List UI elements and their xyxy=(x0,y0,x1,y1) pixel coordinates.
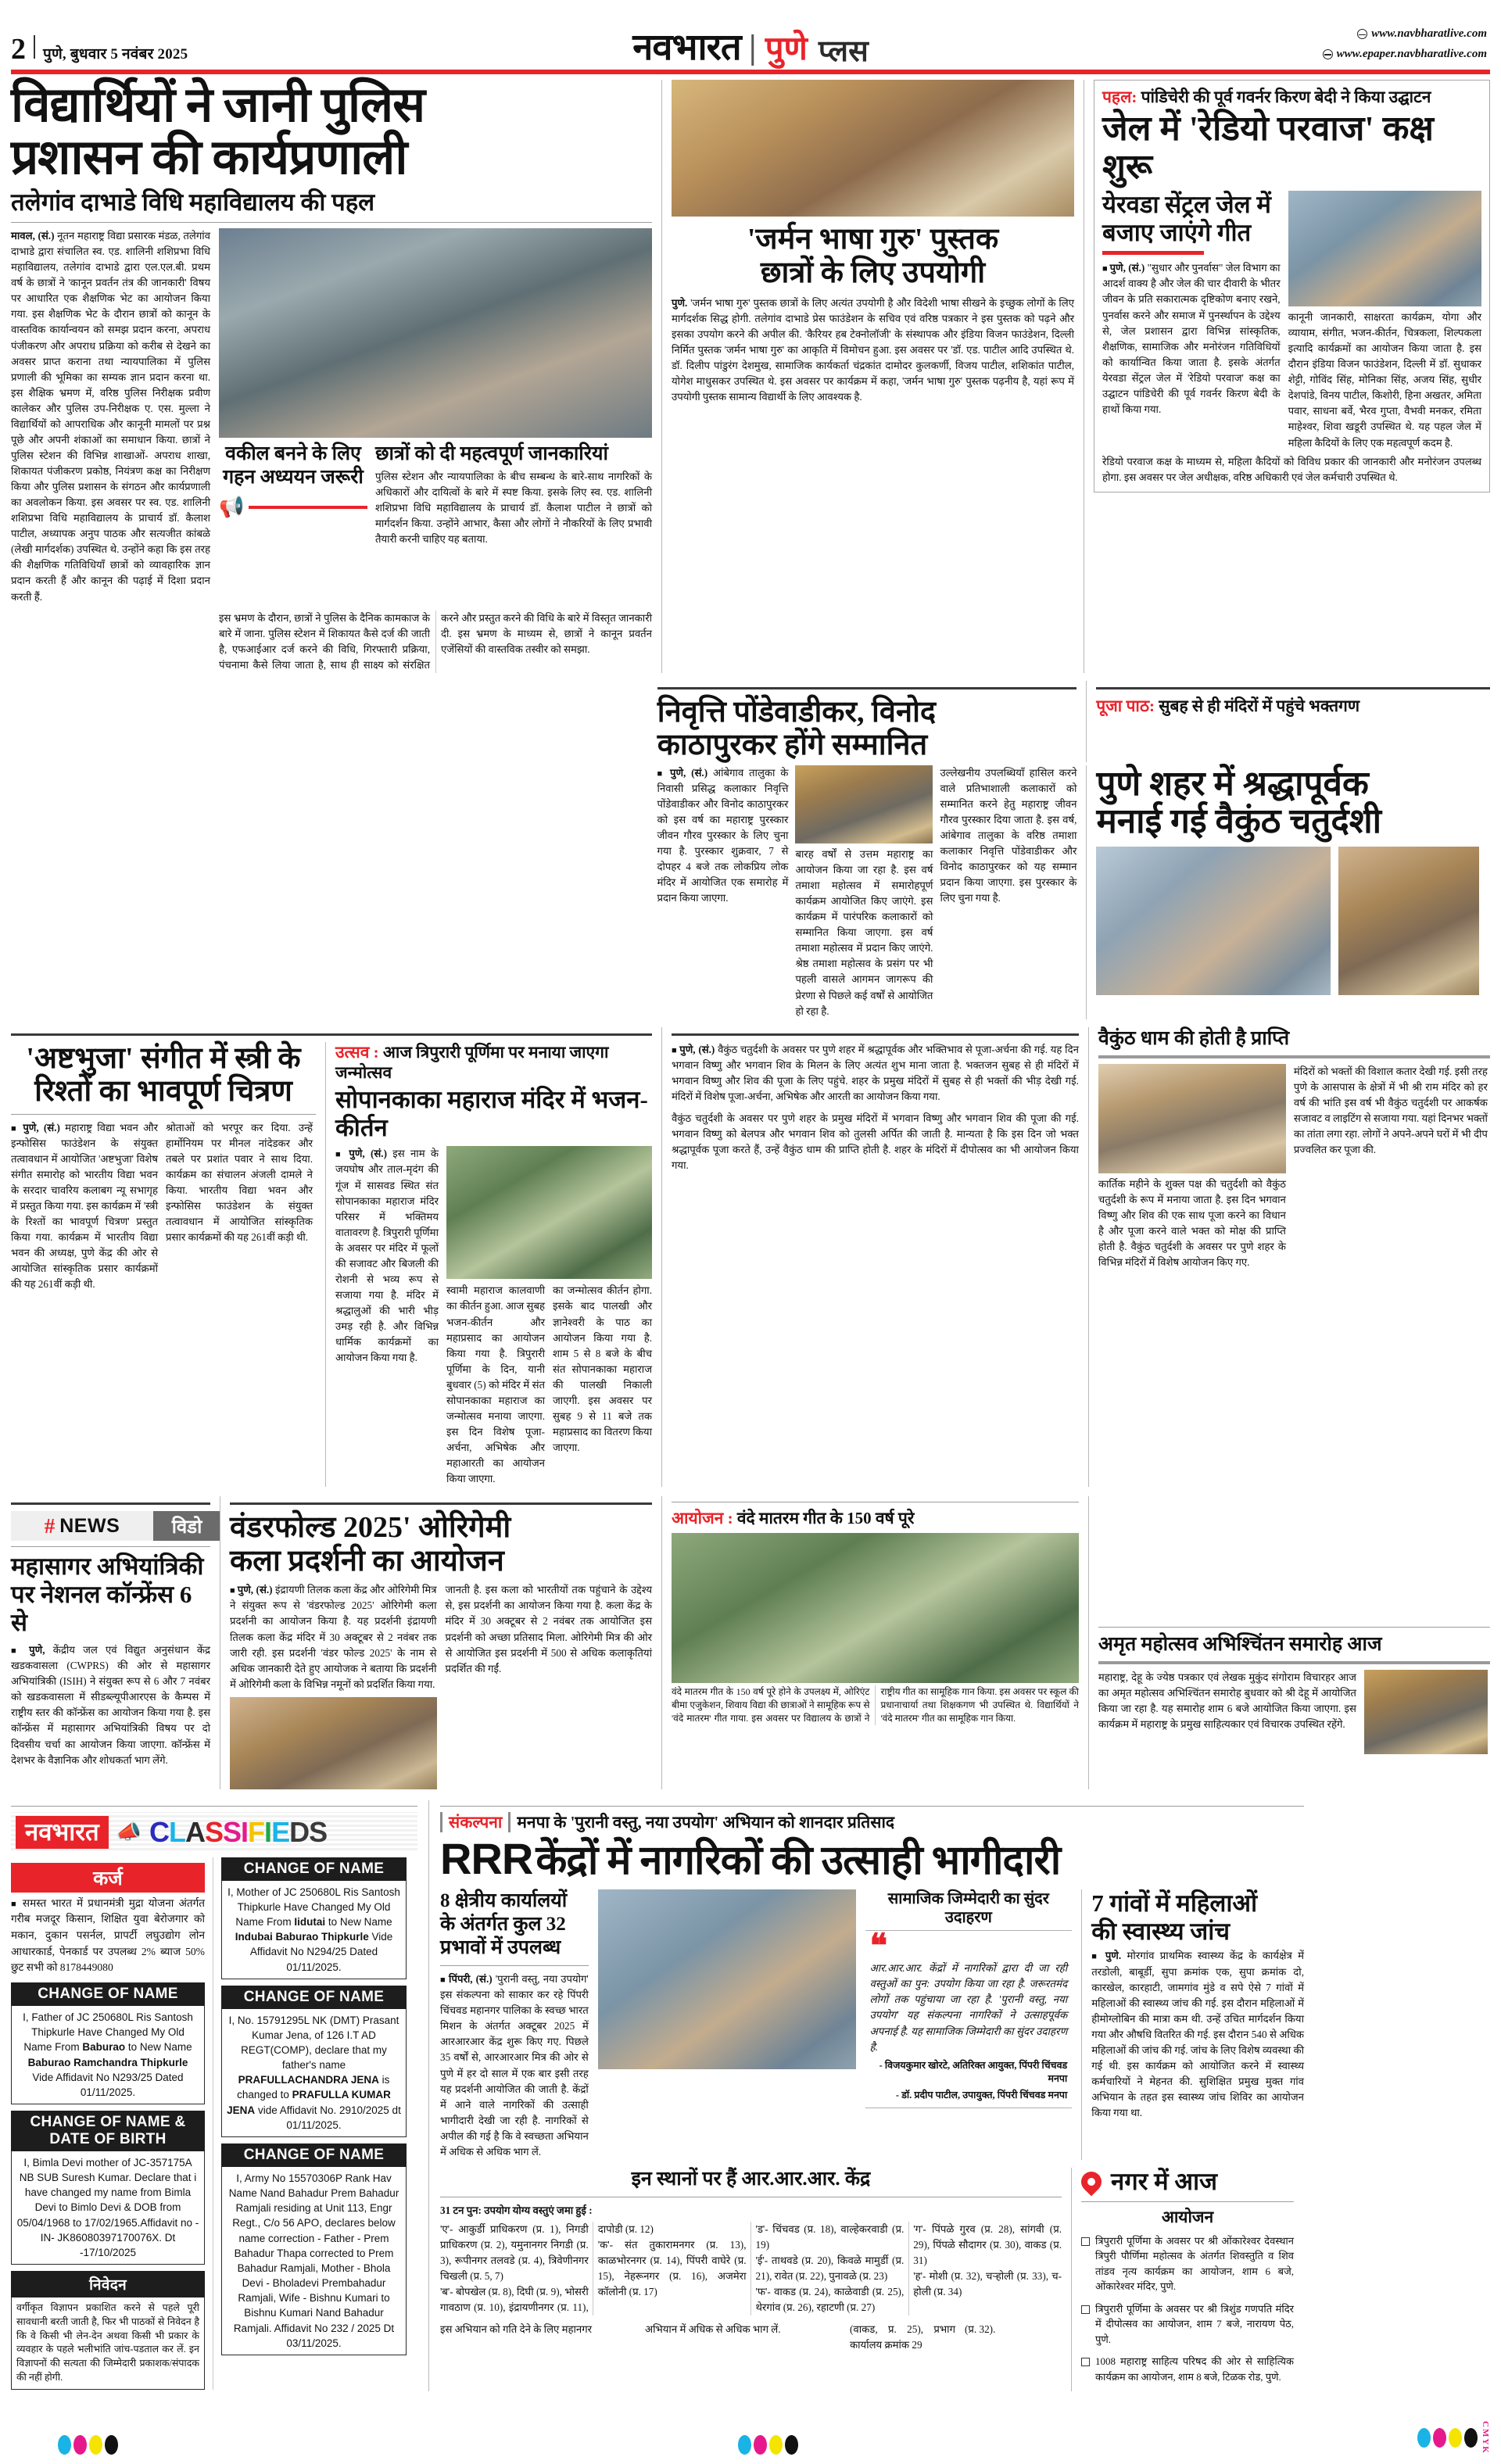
classified-notice xyxy=(11,2271,205,2390)
website-url: www.navbharatlive.com xyxy=(1371,27,1487,40)
nagar-aaj-section xyxy=(1071,2168,1294,2391)
third-band xyxy=(11,1027,1490,1488)
divider xyxy=(657,687,1077,689)
divider xyxy=(1098,1627,1490,1628)
second-band xyxy=(11,681,1490,762)
classified-column-2 xyxy=(213,1857,407,2390)
jail-radio-subhead-2: बजाए जाएंगे गीत xyxy=(1102,218,1252,246)
rrr-quote-attr-1: - विजयकुमार खोरटे, अतिरिक्त आयुक्त, पिंपरी चिंचवड मनपा xyxy=(879,2059,1068,2084)
kicker-tag: आयोजन : xyxy=(672,1509,733,1528)
sopankaka-dateline: पुणे, (सं.) xyxy=(349,1148,387,1160)
ashtabhuja-body-col1 xyxy=(11,1120,158,1293)
rrr-loc-3: 'क'- संत तुकारामनगर (प्र. 13), काळभोरनगर (प्र. 14), पिंपरी वाघेरे (प्र. 15), नेहरूनगर (प्र. 16), अजमेरा कॉलोनी (प्र. 17) xyxy=(597,2239,747,2298)
honour-story-head xyxy=(657,681,1077,762)
rrr-body-col1-text: 'पुरानी वस्तु, नया उपयोग' इस संकल्पना को साकार कर रहे पिंपरी चिंचवड महानगर पालिका के स्वच्छ भारत मिशन के अंतर्गत अक्टूबर 2025 में आरआरआर केंद्र शुरू किए गए. पिछले 35 वर्षों से, आरआरआर मित्र की ओर से पुणे में हर दो साल में एक बार इसी तरह यह प्रदर्शनी आयोजित की जाती है. केंद्रों में आने वाले नागरिकों की उत्साही भागीदारी देखी जा रही है. नागरिकों से अपील की गई है कि वे स्वच्छता अभियान में अधिक से अधिक भाग लें. xyxy=(440,1973,589,2158)
ashtabhuja-headline-line1: 'अष्टभुजा' संगीत में स्त्री के xyxy=(26,1041,301,1075)
kicker-rest: सुबह से ही मंदिरों में पहुंचे भक्तगण xyxy=(1155,696,1360,715)
news-video-badge[interactable] xyxy=(11,1511,220,1541)
rrr-dateline: पिंपरी, (सं.) xyxy=(449,1973,493,1986)
ocean-body xyxy=(11,1642,210,1768)
page-number-block xyxy=(11,34,188,64)
vande-photo xyxy=(672,1533,1079,1683)
rrr-box-line1: 8 क्षेत्रीय कार्यालयों xyxy=(440,1890,568,1912)
lead-photo-caption-right: छात्रों को दी महत्वपूर्ण जानकारियां xyxy=(375,443,608,465)
rrr-statline: 31 टन पुन: उपयोग योग्य वस्तुएं जमा हुई : xyxy=(440,2204,593,2216)
rrr-footnote-4: (प्र. 32). xyxy=(965,2323,996,2336)
wonderfold-body-col2: जानती है. इस कला को भारतीयों तक पहुंचाने के उद्देश्य से, इस प्रदर्शनी का आयोजन किया गया है. कला केंद्र के मंदिर में 30 अक्टूबर से 2 नवंबर तक आयोजित इस प्रदर्शनी को अच्छा प्रतिसाद मिला. ओरिगेमी मित्र की ओर से आयोजित इस प्रदर्शनी में 500 से अधिक कलाकृतियां प्रदर्शित की गईं. xyxy=(445,1584,652,1674)
rrr-headline-rrr: RRR xyxy=(440,1834,533,1883)
german-book-photo xyxy=(672,80,1074,217)
ashtabhuja-story xyxy=(11,1027,652,1488)
honour-story-body xyxy=(657,765,1076,1019)
divider xyxy=(11,1546,210,1547)
sopankaka-body-col1 xyxy=(335,1146,439,1366)
masthead-divider xyxy=(34,35,35,59)
ashtabhuja-body-col2: श्रोताओं को भरपूर कर दिया. उन्हें हार्मोनियम पर मीनल नांदेडकर और तबले पर प्रशांत पवार ने साथ दिया. कार्यक्रम का संचालन अंजली दामले ने किया. भारतीय विद्या भवन और इन्फोसिस फाउंडेशन के संयुक्त तत्वावधान में आयोजित सांस्कृतिक प्रसार कार्यक्रमों की यह 261वीं कड़ी थी. xyxy=(166,1121,313,1244)
classified-column-1 xyxy=(11,1857,205,2390)
vaikunth-body-col1 xyxy=(672,1042,1079,1105)
rrr-footnote-3: (वाकड, प्र. 25), प्रभाग कार्यालय क्रमांक 29 xyxy=(850,2323,955,2351)
masthead-red-rule xyxy=(11,70,1490,74)
vaikunth-photo-main xyxy=(1096,847,1331,995)
bottom-section xyxy=(11,1800,1490,2391)
rrr-locations xyxy=(440,2168,1062,2391)
black-dot xyxy=(1464,2428,1478,2448)
fourth-band xyxy=(11,1496,1490,1789)
german-book-headline-line2: छात्रों के लिए उपयोगी xyxy=(760,256,986,289)
wonderfold-headline-line1: वंडरफोल्ड 2025' ओरिगेमी xyxy=(230,1511,511,1545)
health-body xyxy=(1091,1948,1304,2121)
top-section xyxy=(11,80,1490,673)
second-band-colA xyxy=(11,765,647,1019)
classified-notice-heading: निवेदन xyxy=(11,2271,205,2297)
divider xyxy=(230,1502,652,1505)
lead-side-body: पुलिस स्टेशन और न्यायपालिका के बीच सम्बन्ध के बारे-साथ नागरिकों के अधिकारों और दायित्वों के बारे में स्पष्ट किया. इसके लिए स्व. एड. शालिनी शशिप्रभा विधि महाविद्यालय के प्राचार्य डॉ. कैलाश पाटील ने छात्रों को मार्गदर्शन किया. उन्होंने आभार, कैसा और लोगों ने नौकरियों के लिए प्रभावी तैयारी करनी चाहिए यह बताया. xyxy=(375,471,652,546)
cyan-dot xyxy=(1417,2428,1431,2448)
health-story xyxy=(1081,1889,1304,2160)
vaikunth-body-col4: मंदिरों को भक्तों की विशाल कतार देखी गई. इसी तरह पुणे के आसपास के क्षेत्रों में भी श्री राम मंदिर को हर वर्ष की भांति इस वर्ष भी वैकुंठ चतुर्दशी पर आकर्षक सजावट व लाइटिंग से सजाया गया. यहां दिनभर भक्तों का तांता लगा रहा. लोगों ने अपने-अपने घरों में भी दीप प्रज्वलित कर पूजा की. xyxy=(1293,1065,1488,1155)
classified-loan-text: ■ समस्त भारत में प्रधानमंत्री मुद्रा योजना अंतर्गत गरीब मजदूर किसान, शिक्षित युवा बेरोजगार को मकान, दुकान पसर्नल, प्रापर्टी लघुउद्योग लोन आधारकार्ड, पेनकार्ड पर उपलब्ध 2% ब्याज 50% छुट सभी को 8178449080 xyxy=(11,1896,205,1976)
jail-radio-body-col2: कानूनी जानकारी, साक्षरता कार्यक्रम, योगा और व्यायाम, संगीत, भजन-कीर्तन, चित्रकला, शिल्पकला इत्यादि कार्यक्रमों का आयोजन किया जाता है. इस दौरान इंडिया विजन फाउंडेशन, दिल्ली में डॉ. सुधाकर शेट्टी, गोविंद सिंह, मोनिका सिंह, अजय सिंह, सुधीर देशपांडे, विनय पाटील, किशोरी, हिना अखतर, अमिता पवार, साधना बर्वे, भैरव गुप्ता, वैभवी मनकर, रमिता माहेश्वर, शिवा खडूरी उपस्थित थे. यह पहल जेल में महिला कैदियों के लिए एक महत्वपूर्ण कदम है. xyxy=(1288,311,1481,449)
kicker-tag: उत्सव : xyxy=(335,1042,379,1062)
kicker-tag: पहल: xyxy=(1102,88,1137,106)
rrr-footnote-2: अभियान में अधिक से अधिक भाग लें. xyxy=(645,2323,781,2336)
masthead-brand xyxy=(632,27,869,69)
cmyk-dots-left xyxy=(58,2435,118,2455)
ocean-dateline: पुणे, xyxy=(29,1644,45,1656)
cmyk-dots-center xyxy=(738,2435,798,2455)
classified-ad-heading: CHANGE OF NAME & DATE OF BIRTH xyxy=(11,2111,205,2151)
rrr-footnote-1: इस अभियान को गति देने के लिए महानगर xyxy=(440,2323,593,2336)
sopankaka-body-col1-text: इस नाम के जयघोष और ताल-मृदंग की गूंज में सासवड स्थित संत सोपानकाका महाराज मंदिर परिसर में भक्तिमय वातावरण है. त्रिपुरारी पूर्णिमा के अवसर पर मंदिर में फूलों की सजावट और बिजली की रोशनी से भव्य रूप से सजाया गया है. मंदिर में श्रद्धालुओं की भारी भीड़ उमड़ रही है. और विभिन्न धार्मिक कार्यक्रमों का आयोजन किया गया है. xyxy=(335,1148,439,1364)
lead-dateline: मावल, (सं.) xyxy=(11,230,55,242)
sopankaka-body-col3: का जन्मोत्सव कीर्तन होगा. इसके बाद पालखी और ज्ञानेश्वरी के पाठ का आयोजन किया गया है. शाम 5 से 8 बजे के बीच संत सोपानकाका महाराज की पालखी निकाली जाएगी. इस अवसर पर सुबह 9 से 11 बजे तक महाप्रसाद का वितरण किया जाएगा. xyxy=(553,1284,652,1454)
list-item: त्रिपुरारी पूर्णिमा के अवसर पर श्री ओंकारेश्वर देवस्थान त्रिपुरी पौर्णिमा महोत्सव के अंतर्गत शिवस्तुति व शिव तांडव नृत्य कार्यक्रम का आयोजन, शाम 6 बजे, ओंकारेश्वर मंदिर, पुणे. xyxy=(1081,2233,1294,2294)
cyan-dot xyxy=(58,2435,71,2455)
jail-radio-body-col1-text: "सुधार और पुनर्वास" जेल विभाग का आदर्श वाक्य है और जेल की चार दीवारी के भीतर जीवन के प्रति सकारात्मक दृष्टिकोण बनाए रखने, पुनर्वास करने और समाज में पुनर्स्थापन के उद्देश्य से, जेल प्रशासन द्वारा विभिन्न सांस्कृतिक, शैक्षणिक, सामाजिक और मनोरंजन गतिविधियों को कार्यान्वित किया जाता है. इसके अंतर्गत येरवडा सेंट्रल जेल में 'रेडियो परवाज' कक्ष का उद्घाटन पांडिचेरी की पूर्व गवर्नर किरण बेदी के हाथों किया गया. xyxy=(1102,262,1281,415)
health-headline-line1: 7 गांवों में महिलाओं xyxy=(1091,1889,1258,1918)
divider xyxy=(440,1965,589,1966)
globe-icon xyxy=(1323,49,1333,59)
rrr-locations-head: इन स्थानों पर हैं आर.आर.आर. केंद्र xyxy=(631,2168,871,2190)
vaikunth-head xyxy=(1086,681,1490,762)
rrr-box-line3: प्रभावों में उपलब्ध xyxy=(440,1937,561,1959)
kicker-rest: आज त्रिपुरारी पूर्णिमा पर मनाया जाएगा जन्मोत्सव xyxy=(335,1042,609,1082)
jail-radio-dateline: पुणे, (सं.) xyxy=(1109,262,1145,274)
amrut-headline: अमृत महोत्सव अभिश्चिंतन समारोह आज xyxy=(1098,1634,1382,1656)
vaikunth-story xyxy=(1086,765,1490,1019)
black-dot xyxy=(105,2435,118,2455)
rrr-kicker xyxy=(440,1812,1304,1832)
news-label: NEWS xyxy=(59,1514,120,1537)
ocean-body-text: केंद्रीय जल एवं विद्युत अनुसंधान केंद्र खडकवासला (CWPRS) की ओर से महासागर अभियांत्रिकी (ISIH) ने संयुक्त रूप से 6 और 7 नवंबर को खडकवासला में सीडब्ल्यूपीआरएस के कैम्पस में राष्ट्रीय स्तर की कॉन्फ्रेंस का आयोजन किया गया है. इस कॉन्फ्रेंस में महासागर अभियांत्रिकी विषय पर दो दिवसीय चर्चा का आयोजन किया जाएगा. कॉन्फ्रेंस में देशभर के वैज्ञानिक और शोधकर्ता भाग लेंगे. xyxy=(11,1644,210,1766)
classified-notice-body: वर्गीकृत विज्ञापन प्रकाशित करने से पहले पूरी सावधानी बरती जाती है, फिर भी पाठकों से निवेदन है कि वे किसी भी लेन-देन अथवा किसी भी प्रकार के व्यवहार के पहले भलीभांति जांच-पडताल कर लें. इन विज्ञापनों की सत्यता की जिम्मेदारी प्रकाशक/संपादक की नहीं होगी. xyxy=(11,2297,205,2390)
grey-accent-bar xyxy=(1098,1661,1490,1664)
health-body-text: मोरगांव प्राथमिक स्वास्थ्य केंद्र के कार्यक्षेत्र में तरडोली, बाबूर्डी, सुपा क्रमांक एक, सुपा क्रमांक दो, कारखेल, कारहाटी, जामगांव मुंडे व सपे ऐसे 7 गांवों में महिलाओं की स्वास्थ्य जांच की गई. इस दौरान महिलाओं में हीमोग्लोबिन की मात्रा कम थी. उन्हें उचित मार्गदर्शन किया गया और औषधि वितरित की गई. इस दौरान 540 से अधिक महिलाओं की जांच की गई. जांच के लिए विशेष व्यवस्था की गई थी. इस कार्यक्रम को आयोजित करने में स्वास्थ्य कर्मचारियों ने मेहनत की. सुशिक्षित प्रमुख मुक्त गांव अभियान के तहत इस स्वास्थ्य जांच शिविर का आयोजन किया गया था. xyxy=(1091,1950,1304,2119)
list-item: त्रिपुरारी पूर्णिमा के अवसर पर श्री त्रिशुंड गणपति मंदिर में दीपोत्सव का आयोजन, शाम 7 बजे, नारायण पेठ, पुणे. xyxy=(1081,2301,1294,2348)
cmyk-dots-right xyxy=(1417,2421,1490,2455)
rrr-quote-head: सामाजिक जिम्मेदारी का सुंदर उदाहरण xyxy=(887,1890,1049,1927)
vande-caption: वंदे मातरम गीत के 150 वर्ष पूरे होने के उपलक्ष्य में, ओरिएंट बीमा एजुकेशन, शिवाय विद्या की छात्राओं ने सामूहिक रूप से 'वंदे मातरम' गीत गाया. इस अवसर पर विद्यालय के छात्रों ने राष्ट्रीय गीत का सामूहिक गान किया. इस अवसर पर स्कूल की प्रधानाचार्या तथा शिक्षकगण भी उपस्थित थे. विद्यार्थियों ने 'वंदे मातरम' गीत का सामूहिक गान किया. xyxy=(672,1686,1079,1724)
honour-headline-line2: काठापुरकर होंगे सम्मानित xyxy=(657,729,928,762)
rrr-photo xyxy=(598,1889,856,2069)
nagar-aaj-header xyxy=(1081,2168,1294,2196)
vaikunth-photo-side xyxy=(1338,847,1479,995)
wonderfold-dateline: पुणे, (सं.) xyxy=(237,1584,273,1596)
black-dot xyxy=(785,2435,798,2455)
wonderfold-headline-line2: कला प्रदर्शनी का आयोजन xyxy=(230,1544,504,1578)
ocean-conf-story xyxy=(11,1496,210,1789)
divider xyxy=(440,1806,1304,1807)
second-band-body xyxy=(11,765,1490,1019)
classifieds-brand: नवभारत xyxy=(16,1816,109,1849)
honour-body-col1 xyxy=(657,765,788,907)
wonderfold-body-col1-text: इंद्रायणी तिलक कला केंद्र और ओरिगेमी मित्र ने संयुक्त रूप से 'वंडरफोल्ड 2025' ओरिगेमी कला प्रदर्शनी का आयोजन किया है. यह प्रदर्शनी इंद्रायणी तिलक कला केंद्र मंदिर में 30 अक्टूबर से 2 नवंबर तक जारी रही. इस प्रदर्शनी 'वंडर फोल्ड 2025' के नाम से अधिक जानकारी देते हुए आयोजक ने बताया कि प्रदर्शनी में ओरिगेमी कला के विभिन्न नमूनों को प्रदर्शित किया गया. xyxy=(230,1584,437,1690)
ashtabhuja-dateline: पुणे, (सं.) xyxy=(23,1121,60,1134)
health-headline-line2: की स्वास्थ्य जांच xyxy=(1091,1917,1231,1945)
vaikunth-body-col2: वैकुंठ चतुर्दशी के अवसर पर पुणे शहर के प्रमुख मंदिरों में भगवान विष्णु और भगवान शिव की पूजा की गई. भगवान विष्णु को बेलपत्र और भगवान शिव को तुलसी अर्पित की जाती है. मान्यता है कि इस दिन जो भक्त श्रद्धापूर्वक पूजा करते हैं, उन्हें वैकुंठ धाम की प्राप्ति होती है. शहर के मंदिरों में दीपोत्सव का भी आयोजन किया गया. xyxy=(672,1112,1079,1172)
classified-ad-body: I, Father of JC 250680L Ris Santosh Thipkurle Have Changed My Old Name From Baburao to New Name Baburao Ramchandra Thipkurle Vide Affidavit No N293/25 Dated 01/11/2025. xyxy=(11,2006,205,2104)
megaphone-icon: 📢 xyxy=(219,496,245,519)
page-number: 2 xyxy=(11,33,26,66)
vaikunth-side-photo xyxy=(1098,1064,1286,1173)
classified-ad-heading: CHANGE OF NAME xyxy=(221,1857,407,1881)
rrr-loc-5: 'ई'- ताथवडे (प्र. 20), किवळे मामुर्डी (प्र. 21), रावेत (प्र. 22), पुनावळे (प्र. 23) xyxy=(755,2254,905,2283)
lead-headline-line2: प्रशासन की कार्यप्रणाली xyxy=(11,131,407,184)
classifieds-wordmark: C L A S S I F I E D S xyxy=(149,1815,328,1848)
classified-ad-body: I, Mother of JC 250680L Ris Santosh Thipkurle Have Changed My Old Name From Iidutai to New Name Indubai Baburao Thipkurle Vide Affidavit No N294/25 Dated 01/11/2025. xyxy=(221,1881,407,1979)
red-accent-bar xyxy=(1102,251,1204,255)
amrut-body: महाराष्ट्र, देहू के ज्येष्ठ पत्रकार एवं लेखक मुकुंद संगोराम विचारहर आज का अमृत महोत्सव अभिश्चिंतन समारोह बुधवार को श्री देहू में आयोजित किया जा रहा है. यह समारोह शाम 6 बजे आयोजित किया जाएगा. इस कार्यक्रम में महाराष्ट्र के प्रमुख साहित्यकार एवं विचारक उपस्थित रहेंगे. xyxy=(1098,1671,1356,1731)
vaikunth-headline-line2: मनाई गई वैकुंठ चतुर्दशी xyxy=(1096,802,1382,841)
divider xyxy=(1081,2201,1294,2202)
vaikunth-side-column xyxy=(1088,1027,1490,1488)
edition-name-red: पुणे xyxy=(765,31,808,68)
vaikunth-dateline: पुणे, (सं.) xyxy=(679,1043,715,1055)
quote-mark-icon: ❝ xyxy=(869,1929,888,1965)
vaikunth-tail-text xyxy=(1098,1496,1490,1621)
lead-story xyxy=(11,80,652,673)
lead-side-body-2: इस भ्रमण के दौरान, छात्रों ने पुलिस के दैनिक कामकाज के बारे में जाना. पुलिस स्टेशन में शिकायत कैसे दर्ज की जाती है, एफआईआर दर्ज करने की विधि, गिरफ्तारी प्रक्रिया, पंचनामा कैसे लिया जाता है, साथ ही साक्ष्य को संरक्षित करने और प्रस्तुत करने की विधि के बारे में विस्तृत जानकारी दी. इस भ्रमण के माध्यम से, छात्रों ने कानून प्रवर्तन एजेंसियों की वास्तविक तस्वीर को समझा. xyxy=(219,611,652,671)
jail-radio-story xyxy=(1084,80,1490,673)
classified-ad-heading: CHANGE OF NAME xyxy=(11,1982,205,2006)
yellow-dot xyxy=(769,2435,783,2455)
german-book-body-text: 'जर्मन भाषा गुरु' पुस्तक छात्रों के लिए अत्यंत उपयोगी है और विदेशी भाषा सीखने के इच्छुक लोगों के लिए मार्गदर्शक सिद्ध होगी. तलेगांव दाभाडे प्रेस फाउंडेशन के सचिव एवं वरिष्ठ पत्रकार ने इस पुस्तक को पढ़ने और इसका उपयोग करने की अपील की. 'कैरियर हब टेक्नोलॉजी' के संस्थापक और इंडिया विजन फाउंडेशन, दिल्ली निर्मित पुस्तक 'जर्मन भाषा गुरु' का आकृति में विमोचन हुआ. इस अवसर पर 'डॉ. एड. पाटील आदि उपस्थित थे. डॉ. दिलीप पांडुरंग देशमुख, सामाजिक कार्यकर्ता चंद्रकांत दामोदर कुलकर्णी, विजय पाटील, शशिकांत पाटील, योगेश माधुसकर उपस्थित थे. इस अवसर पर कार्यक्रम में कहा, 'जर्मन भाषा गुरु' पुस्तक पढ़नीय है, यहां रूप में उपयोगी पुस्तक सामान्य विद्यार्थी के लिए आवश्यक है. xyxy=(672,297,1075,403)
classifieds-header xyxy=(11,1812,417,1853)
divider xyxy=(11,1114,316,1115)
sopankaka-kicker xyxy=(335,1042,652,1083)
hash-icon: # xyxy=(44,1513,56,1538)
honour-body-col1-text: आंबेगाव तालुका के निवासी प्रसिद्ध कलाकार निवृत्ति पोंडेवाडीकर और विनोद काठापुरकर को इस वर्ष का महाराष्ट्र पुरस्कार जीवन गौरव पुरस्कार के लिए चुना गया है. पुरस्कार शुक्रवार, 7 से दोपहर 4 बजे तक लोकप्रिय लोक मंदिर में आयोजित एक समारोह में प्रदान किया जाएगा. xyxy=(657,766,789,904)
sopankaka-photo xyxy=(446,1146,652,1279)
jail-radio-body-col1 xyxy=(1102,260,1281,417)
rrr-quotebox xyxy=(865,1889,1073,2160)
jail-radio-kicker xyxy=(1102,87,1481,107)
list-item: 1008 महाराष्ट्र साहित्य परिषद की ओर से साहित्यिक कार्यक्रम का आयोजन, शाम 8 बजे, टिळक रोड, पुणे. xyxy=(1081,2354,1294,2384)
kicker-tag: संकल्पना xyxy=(449,1812,503,1832)
video-label[interactable]: विडो xyxy=(153,1511,220,1541)
lead-subhead: तलेगांव दाभाडे विधि महाविद्यालय की पहल xyxy=(11,188,375,216)
kicker-rest: वंदे मातरम गीत के 150 वर्ष पूरे xyxy=(733,1509,915,1528)
rrr-loc-4: 'ड'- चिंचवड (प्र. 18), वाल्हेकरवाडी (प्र. 19) xyxy=(755,2222,905,2251)
ocean-headline-line2: पर नेशनल कॉन्फ्रेंस 6 से xyxy=(11,1580,192,1636)
rrr-story xyxy=(428,1800,1304,2391)
vaikunth-body-col3: कार्तिक महीने के शुक्ल पक्ष की चतुर्दशी को वैकुंठ चतुर्दशी के रूप में मनाया जाता है. इस दिन भगवान विष्णु और शिव की एक साथ पूजा करने का विधान है और पूजा करने वाले भक्त को मोक्ष की प्राप्ति होती है. वैकुंठ चतुर्दशी के अवसर पर पुणे शहर के विभिन्न मंदिरों में विशेष आयोजन किए गए. xyxy=(1098,1177,1286,1268)
vaikunth-continued xyxy=(661,1027,1079,1488)
vaikunth-headline-line1: पुणे शहर में श्रद्धापूर्वक xyxy=(1096,764,1369,803)
globe-icon xyxy=(1357,29,1367,39)
lead-body-text: नूतन महाराष्ट्र विद्या प्रसारक मंडळ, तलेगांव दाभाडे द्वारा संचालित स्व. एड. शालिनी शशिप्रभा विधि महाविद्यालय, तलेगांव दाभाडे द्वारा एल.एल.बी. प्रथम वर्ष के छात्रों ने 'कानून प्रवर्तन तंत्र की जानकारी' विषय पर आधारित एक शैक्षणिक भेट का आयोजन किया गया. इस शैक्षणिक भेट के दौरान छात्रों को कानून के वास्तविक कार्यान्वयन को समझ प्रदान करना, अपराध पंजीकरण और अपराध प्रक्रिया को करीब से देखने का अवसर प्राप्त कराना तथा न्यायपालिका में पुलिस प्रणाली की भूमिका का सम्यक ज्ञान प्रदान करना था. इस शैक्षिक भ्रमण में, वरिष्ठ पुलिस निरीक्षक प्रवीण कालेकर और पुलिस उप-निरीक्षक ए. एस. मुल्ला ने विद्यार्थियों को आपराधिक और कानूनी मामलों पर प्रश्न पूछे और अपनी शंकाओं का समाधान किया. छात्रों ने पुलिस स्टेशन की विभिन्न शाखाओं- अपराध शाखा, शिकायत पंजीकरण प्रकोष्ठ, नियंत्रण कक्ष का निरीक्षण किया और पुलिस प्रशासन के संगठन और कार्यप्रणाली का अवलोकन किया. इस अवसर पर स्व. एड. शालिनी शशिप्रभा विधि महाविद्यालय के प्राचार्य डॉ. कैलाश पाटील, अध्यापक अनुप पाठक और सत्यजीत कांबळे (लेखी मार्गदर्शक) उपस्थित थे. उन्होंने कहा कि इस तरह की शैक्षणिक गतिविधियाँ छात्रों को व्यावहारिक ज्ञान प्रदान करती हैं और कानून की पढ़ाई में दिशा प्रदान करती हैं. xyxy=(11,230,211,603)
edition-name-dark: प्लस xyxy=(818,34,869,68)
rrr-factbox xyxy=(440,1889,589,2160)
cyan-dot xyxy=(738,2435,751,2455)
print-registration-marks xyxy=(11,2421,1490,2455)
german-book-story xyxy=(661,80,1074,673)
yellow-dot xyxy=(89,2435,102,2455)
rrr-loc-2: 'ब'- बोपखेल (प्र. 8), दिघी (प्र. 9), भोसरी गावठाण (प्र. 10), इंद्रायणीनगर (प्र. 11), दापोडी (प्र. 12) xyxy=(440,2222,654,2314)
honour-body-col3: उल्लेखनीय उपलब्धियाँ हासिल करने वाले प्रतिभाशाली कलाकारों को सम्मानित करने हेतु महाराष्ट्र जीवन गौरव पुरस्कार दिया जाता है. इस वर्ष, आंबेगाव तालुका के वरिष्ठ तमाशा कलाकार निवृत्ति पोंडेवाडीकर और विनोद काठापुरकर को यह सम्मान प्रदान किया जाएगा. इस पुरस्कार के लिए चुना गया है. xyxy=(940,766,1077,904)
masthead-dateline: पुणे, बुधवार 5 नवंबर 2025 xyxy=(43,46,188,63)
rrr-loc-8: 'ह'- मोशी (प्र. 32), चऱ्होली (प्र. 33), च-होली (प्र. 34) xyxy=(913,2270,1062,2298)
second-band-left-spacer xyxy=(11,681,648,682)
rrr-loc-1: 'ए'- आकुर्डी प्राधिकरण (प्र. 1), निगडी प्राधिकरण (प्र. 2), यमुनानगर निगडी (प्र. 3), रूपीनगर तलवडे (प्र. 4), त्रिवेणीनगर चिखली (प्र. 5, 7) xyxy=(440,2222,589,2283)
jail-radio-box xyxy=(1094,80,1490,492)
ashtabhuja-body-col1-text: महाराष्ट्र विद्या भवन और इन्फोसिस फाउंडेशन के संयुक्त तत्वावधान में आयोजित 'अष्टभुजा' विशेष संगीत समारोह को भारतीय विद्या भवन के सरदार चावरिय कलाबग न्यू सभागृह में प्रस्तुत किया गया. इस कार्यक्रम में 'स्त्री के रिश्तों का भावपूर्ण चित्रण' प्रस्तुत किया गया. कार्यक्रम में भारतीय विद्या भवन की अध्यक्ष, पुणे केंद्र की ओर से आयोजित सांस्कृतिक प्रसार कार्यक्रमों की यह 261वीं कड़ी थी. xyxy=(11,1121,159,1291)
classified-loan-label: कर्ज xyxy=(11,1863,205,1893)
rrr-body-col1 xyxy=(440,1972,589,2160)
classified-ad-heading: CHANGE OF NAME xyxy=(221,1986,407,2009)
classified-ad xyxy=(11,2111,205,2265)
ocean-headline-line1: महासागर अभियांत्रिकी xyxy=(11,1553,204,1581)
magenta-dot xyxy=(73,2435,87,2455)
lead-photo-caption-2: गहन अध्ययन जरूरी xyxy=(223,467,364,489)
classified-ad xyxy=(221,1857,407,1979)
website-link-main[interactable] xyxy=(1323,24,1487,45)
jail-radio-body-col3: रेडियो परवाज कक्ष के माध्यम से, महिला कैदियों को विविध प्रकार की जानकारी और मनोरंजन उपलब्ध होगा. इस अवसर पर जेल अधीक्षक, वरिष्ठ अधिकारी एवं जेल कर्मचारी उपस्थित थे. xyxy=(1102,455,1481,483)
sopankaka-headline: सोपानकाका महाराज मंदिर में भजन-कीर्तन xyxy=(335,1086,648,1141)
rrr-quote xyxy=(865,1930,1073,2108)
health-dateline: पुणे. xyxy=(1105,1950,1122,1962)
german-book-headline-line1: 'जर्मन भाषा गुरु' पुस्तक xyxy=(747,223,999,256)
divider xyxy=(11,1033,652,1036)
vaikunth-body-col1-text: वैकुंठ चतुर्दशी के अवसर पर पुणे शहर में श्रद्धापूर्वक और भक्तिभाव से पूजा-अर्चना की गई. यह दिन भगवान विष्णु और भगवान शिव के मिलन के लिए अत्यंत शुभ माना जाता है. भक्तजन सुबह से ही मंदिरों में भगवान विष्णु और शिव की पूजा के लिए पहुंचे. शहर के प्रमुख मंदिरों में सुबह से ही भक्तों की भीड़ देखी गई. मंदिरों में विशेष पूजा-अर्चना, अभिषेक और आरती का आयोजन किया गया. xyxy=(672,1043,1079,1102)
german-book-dateline: पुणे. xyxy=(672,297,688,310)
divider xyxy=(1096,687,1490,689)
wonderfold-story xyxy=(220,1496,652,1789)
divider xyxy=(11,1806,417,1807)
website-link-epaper[interactable] xyxy=(1323,45,1487,65)
classified-ad xyxy=(221,2143,407,2355)
lead-headline-line1: विद्यार्थियों ने जानी पुलिस xyxy=(11,79,425,132)
classified-ad-body: I, Bimla Devi mother of JC-357175A NB SUB Suresh Kumar. Declare that i have changed my name from Bimla Devi to Bimlo Devi & DOB from 05/04/1968 to 17/02/1965.Affidavit no - IN- JK86080397170076X. Dt -17/10/2025 xyxy=(11,2151,205,2265)
vande-mataram-story xyxy=(661,1496,1079,1789)
classifieds-section xyxy=(11,1800,417,2391)
nagar-aaj-list xyxy=(1081,2233,1294,2385)
megaphone-icon: 📣 xyxy=(116,1820,142,1843)
divider xyxy=(672,1033,1079,1036)
vaikunth-kicker xyxy=(1096,696,1490,716)
classified-ad xyxy=(221,1986,407,2137)
epaper-url: www.epaper.navbharatlive.com xyxy=(1336,47,1487,60)
ashtabhuja-headline-line2: रिश्तों का भावपूर्ण चित्रण xyxy=(34,1075,292,1108)
news-badge-left xyxy=(11,1511,153,1541)
vaikunth-side-head: वैकुंठ धाम की होती है प्राप्ति xyxy=(1098,1027,1290,1049)
german-book-body xyxy=(672,295,1074,405)
jail-radio-headline: जेल में 'रेडियो परवाज' कक्ष शुरू xyxy=(1102,109,1434,186)
rrr-loc-6: 'फ'- वाकड (प्र. 24), काळेवाडी (प्र. 25), थेरगांव (प्र. 26), रहाटणी (प्र. 27) xyxy=(755,2286,905,2314)
nagar-aaj-subtitle: आयोजन xyxy=(1161,2207,1214,2226)
rrr-quote-attr-2: - डॉ. प्रदीप पाटील, उपायुक्त, पिंपरी चिंचवड मनपा xyxy=(895,2089,1068,2100)
honour-headline-line1: निवृत्ति पोंडेवाडीकर, विनोद xyxy=(657,695,937,729)
rrr-loc-7: 'ग'- पिंपळे गुरव (प्र. 28), सांगवी (प्र. 29), पिंपळे सौदागर (प्र. 30), वाकड (प्र. 31) xyxy=(913,2222,1062,2267)
jail-radio-subhead-1: येरवडा सेंट्रल जेल में xyxy=(1102,191,1271,219)
brand-separator xyxy=(752,34,754,66)
nagar-aaj-title: नगर में आज xyxy=(1111,2167,1218,2195)
classified-ad xyxy=(11,1982,205,2104)
lead-photo xyxy=(219,228,652,438)
grey-accent-bar xyxy=(1098,1055,1490,1058)
honour-photo-1 xyxy=(795,765,933,843)
classified-ad-body: I, Army No 15570306P Rank Hav Name Nand Bahadur Prem Bahadur Ramjali residing at Unit 113, Engr Regt., C/o 56 APO, declares below name correction - Father - Prem Bahadur Thapa corrected to Prem Bahadur Ramjali, Mother - Bhola Devi - Bholadevi Prembahadur Ramjali, Wife - Bishnu Kumari to Bishnu Kumari Nand Bahadur Ramjali. Affidavit No 232 / 2025 Dt 03/11/2025. xyxy=(221,2167,407,2355)
divider xyxy=(11,222,652,223)
magenta-dot xyxy=(754,2435,767,2455)
map-pin-icon xyxy=(1077,2167,1106,2196)
honour-body-col2: बारह वर्षों से उत्तम महाराष्ट्र का आयोजन किया जा रहा है. इस वर्ष तमाशा महोत्सव में समारोहपूर्ण कार्यक्रम आयोजित किए जाएंगे. इस कार्यक्रम में पारंपरिक कलाकारों को सम्मानित किया जाएगा. इस वर्ष तमाशा महोत्सव में प्रदान किए जाएंगे. श्रेष्ठ तमाशा महोत्सव के प्रसंग पर भी पहली वासले आगमन जागरूप की प्रेरणा से पिछले कई वर्षों से आयोजित हो रहा है. xyxy=(795,847,933,1017)
lead-body xyxy=(11,228,210,605)
wonderfold-photo xyxy=(230,1697,437,1789)
vande-kicker xyxy=(672,1508,1079,1528)
jail-radio-photo xyxy=(1288,191,1481,306)
brand-name: नवभारत xyxy=(632,27,741,69)
website-links xyxy=(1323,24,1487,64)
rrr-headline-rest: केंद्रों में नागरिकों की उत्साही भागीदारी xyxy=(536,1839,1061,1883)
kicker-tag: पूजा पाठ: xyxy=(1096,696,1155,715)
kicker-rest: पांडिचेरी की पूर्व गवर्नर किरण बेदी ने किया उद्घाटन xyxy=(1137,88,1431,106)
amrut-photo xyxy=(1364,1670,1488,1754)
amrut-story xyxy=(1088,1496,1490,1789)
honour-dateline: पुणे, (सं.) xyxy=(669,766,708,779)
rrr-box-line2: के अंतर्गत कुल 32 xyxy=(440,1914,566,1936)
classified-ad-heading: CHANGE OF NAME xyxy=(221,2143,407,2167)
cmyk-label: CMYK xyxy=(1481,2421,1490,2455)
kicker-rest: मनपा के 'पुरानी वस्तु, नया उपयोग' अभियान को शानदार प्रतिसाद xyxy=(517,1812,895,1832)
rrr-quote-text: आर.आर.आर. केंद्रों में नागरिकों द्वारा दी जा रही वस्तुओं का पुन: उपयोग किया जा रहा है. जरूरतमंद लोगों तक पहुंचाया जा रहा है. 'पुरानी वस्तु, नया उपयोग' यह संकल्पना नागरिकों ने उत्साहपूर्वक अपनाई है. यह सामाजिक जिम्मेदारी का सुंदर उदाहरण है. xyxy=(869,1962,1068,2053)
yellow-dot xyxy=(1449,2428,1462,2448)
classified-ad-body: I, No. 15791295L NK (DMT) Prasant Kumar Jena, of 126 I.T AD REGT(COMP), declare that my father's name PRAFULLACHANDRA JENA is changed to PRAFULLA KUMAR JENA vide Affidavit No. 2910/2025 dt 01/11/2025. xyxy=(221,2009,407,2137)
divider xyxy=(11,1502,210,1505)
wonderfold-body-col1 xyxy=(230,1582,437,1692)
rrr-photo-wrap xyxy=(598,1889,856,2160)
magenta-dot xyxy=(1433,2428,1446,2448)
masthead xyxy=(11,0,1490,67)
lead-photo-caption-1: वकील बनने के लिए xyxy=(225,443,361,465)
sopankaka-body-col2: स्वामी महाराज कालवाणी का कीर्तन हुआ. आज सुबह भजन-कीर्तन और महाप्रसाद का आयोजन किया गया है. त्रिपुरारी पूर्णिमा के दिन, यानी बुधवार (5) को मंदिर में संत सोपानकाका महाराज का जन्मोत्सव मनाया जाएगा. इस दिन विशेष पूजा-अर्चना, अभिषेक और महाआरती का आयोजन किया जाएगा. xyxy=(446,1284,545,1485)
